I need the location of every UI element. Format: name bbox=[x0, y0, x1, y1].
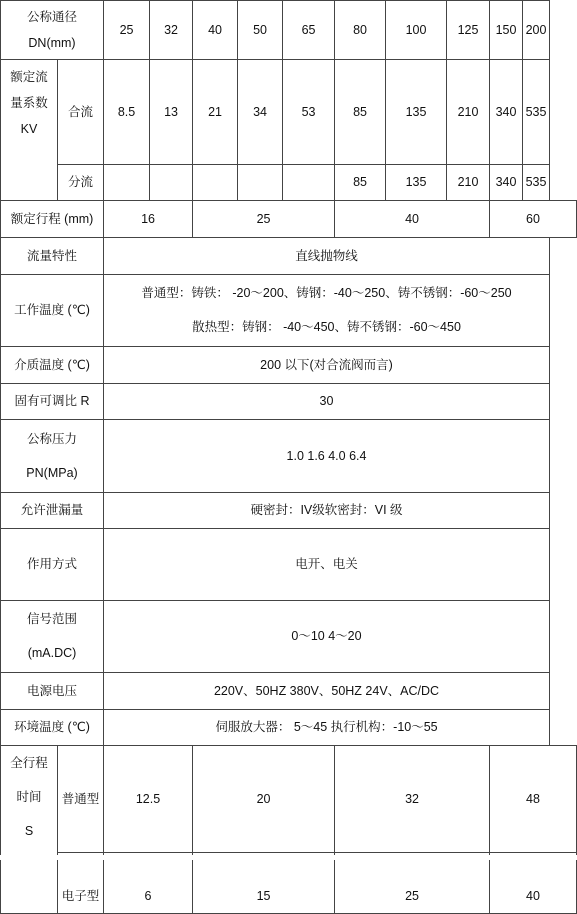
signal-value: 0～10 4～20 bbox=[104, 600, 550, 672]
kv-hl-value: 53 bbox=[283, 59, 335, 164]
kv-hl-value: 21 bbox=[193, 59, 238, 164]
kv-hl-value: 135 bbox=[386, 59, 447, 164]
time-normal-value: 12.5 bbox=[104, 746, 193, 853]
row-dn bbox=[1, 1, 577, 60]
row-kv-fl bbox=[1, 164, 577, 201]
label-mediumtemp: 介质温度 (℃) bbox=[1, 346, 104, 383]
pn-value: 1.0 1.6 4.0 6.4 bbox=[104, 420, 550, 492]
power-value: 220V、50HZ 380V、50HZ 24V、AC/DC bbox=[104, 672, 550, 709]
ambient-value: 伺服放大器： 5～45 执行机构：-10～55 bbox=[104, 709, 550, 746]
label-action: 作用方式 bbox=[1, 529, 104, 600]
row-time-electronic bbox=[1, 853, 577, 914]
row-leak bbox=[1, 492, 577, 529]
dn-value: 25 bbox=[104, 1, 150, 60]
dn-value: 32 bbox=[150, 1, 193, 60]
row-worktemp bbox=[1, 274, 577, 346]
row-ambient bbox=[1, 709, 577, 746]
kv-hl-value: 85 bbox=[335, 59, 386, 164]
row-time-normal bbox=[1, 746, 577, 853]
stroke-value: 40 bbox=[335, 201, 490, 238]
label-dn: 公称通径 DN(mm) bbox=[1, 1, 104, 60]
flowchar-value: 直线抛物线 bbox=[104, 237, 550, 274]
kv-fl-value: 85 bbox=[335, 164, 386, 201]
worktemp-line: 普通型：铸铁： -20～200、铸钢：-40～250、铸不锈钢：-60～250 bbox=[141, 286, 512, 301]
time-electronic-value: 6 bbox=[104, 853, 193, 914]
empty-cell bbox=[238, 164, 283, 201]
label-hl: 合流 bbox=[58, 59, 104, 164]
label-kv: 额定流 量系数 KV bbox=[1, 59, 58, 201]
dn-value: 40 bbox=[193, 1, 238, 60]
kv-hl-value: 34 bbox=[238, 59, 283, 164]
row-pn bbox=[1, 420, 577, 492]
label-electronic: 电子型 bbox=[58, 853, 104, 914]
page-break-gap bbox=[0, 855, 577, 860]
label-worktemp: 工作温度 (℃) bbox=[1, 274, 104, 346]
kv-hl-value: 535 bbox=[523, 59, 550, 164]
dn-value: 65 bbox=[283, 1, 335, 60]
label-ambient: 环境温度 (℃) bbox=[1, 709, 104, 746]
rangeability-value: 30 bbox=[104, 383, 550, 420]
action-value: 电开、电关 bbox=[104, 529, 550, 600]
worktemp-value bbox=[104, 274, 550, 346]
stroke-value: 16 bbox=[104, 201, 193, 238]
label-fl: 分流 bbox=[58, 164, 104, 201]
kv-hl-value: 13 bbox=[150, 59, 193, 164]
label-pn: 公称压力 PN(MPa) bbox=[1, 420, 104, 492]
empty-cell bbox=[283, 164, 335, 201]
row-kv-hl bbox=[1, 59, 577, 164]
row-stroke bbox=[1, 201, 577, 238]
time-electronic-value: 15 bbox=[193, 853, 335, 914]
empty-cell bbox=[150, 164, 193, 201]
stroke-value: 25 bbox=[193, 201, 335, 238]
label-rangeability: 固有可调比 R bbox=[1, 383, 104, 420]
row-signal bbox=[1, 600, 577, 672]
kv-fl-value: 135 bbox=[386, 164, 447, 201]
kv-fl-value: 340 bbox=[490, 164, 523, 201]
kv-hl-value: 340 bbox=[490, 59, 523, 164]
kv-hl-value: 210 bbox=[447, 59, 490, 164]
label-power: 电源电压 bbox=[1, 672, 104, 709]
dn-value: 100 bbox=[386, 1, 447, 60]
row-rangeability bbox=[1, 383, 577, 420]
label-fulltime: 全行程 时间 S bbox=[1, 746, 58, 914]
label-signal: 信号范围 (mA.DC) bbox=[1, 600, 104, 672]
time-normal-value: 48 bbox=[490, 746, 577, 853]
dn-value: 50 bbox=[238, 1, 283, 60]
mediumtemp-value: 200 以下(对合流阀而言) bbox=[104, 346, 550, 383]
label-normal: 普通型 bbox=[58, 746, 104, 853]
time-normal-value: 20 bbox=[193, 746, 335, 853]
stroke-value: 60 bbox=[490, 201, 577, 238]
dn-value: 200 bbox=[523, 1, 550, 60]
time-electronic-value: 25 bbox=[335, 853, 490, 914]
kv-fl-value: 535 bbox=[523, 164, 550, 201]
worktemp-line: 散热型：铸钢： -40～450、铸不锈钢：-60～450 bbox=[192, 320, 461, 335]
label-stroke: 额定行程 (mm) bbox=[1, 201, 104, 238]
row-power bbox=[1, 672, 577, 709]
row-action bbox=[1, 529, 577, 600]
label-leak: 允许泄漏量 bbox=[1, 492, 104, 529]
time-electronic-value: 40 bbox=[490, 853, 577, 914]
empty-cell bbox=[104, 164, 150, 201]
dn-value: 125 bbox=[447, 1, 490, 60]
leak-value: 硬密封：IV级软密封：VI 级 bbox=[104, 492, 550, 529]
kv-hl-value: 8.5 bbox=[104, 59, 150, 164]
row-mediumtemp bbox=[1, 346, 577, 383]
time-normal-value: 32 bbox=[335, 746, 490, 853]
row-flowchar bbox=[1, 237, 577, 274]
label-flowchar: 流量特性 bbox=[1, 237, 104, 274]
dn-value: 150 bbox=[490, 1, 523, 60]
empty-cell bbox=[193, 164, 238, 201]
kv-fl-value: 210 bbox=[447, 164, 490, 201]
dn-value: 80 bbox=[335, 1, 386, 60]
